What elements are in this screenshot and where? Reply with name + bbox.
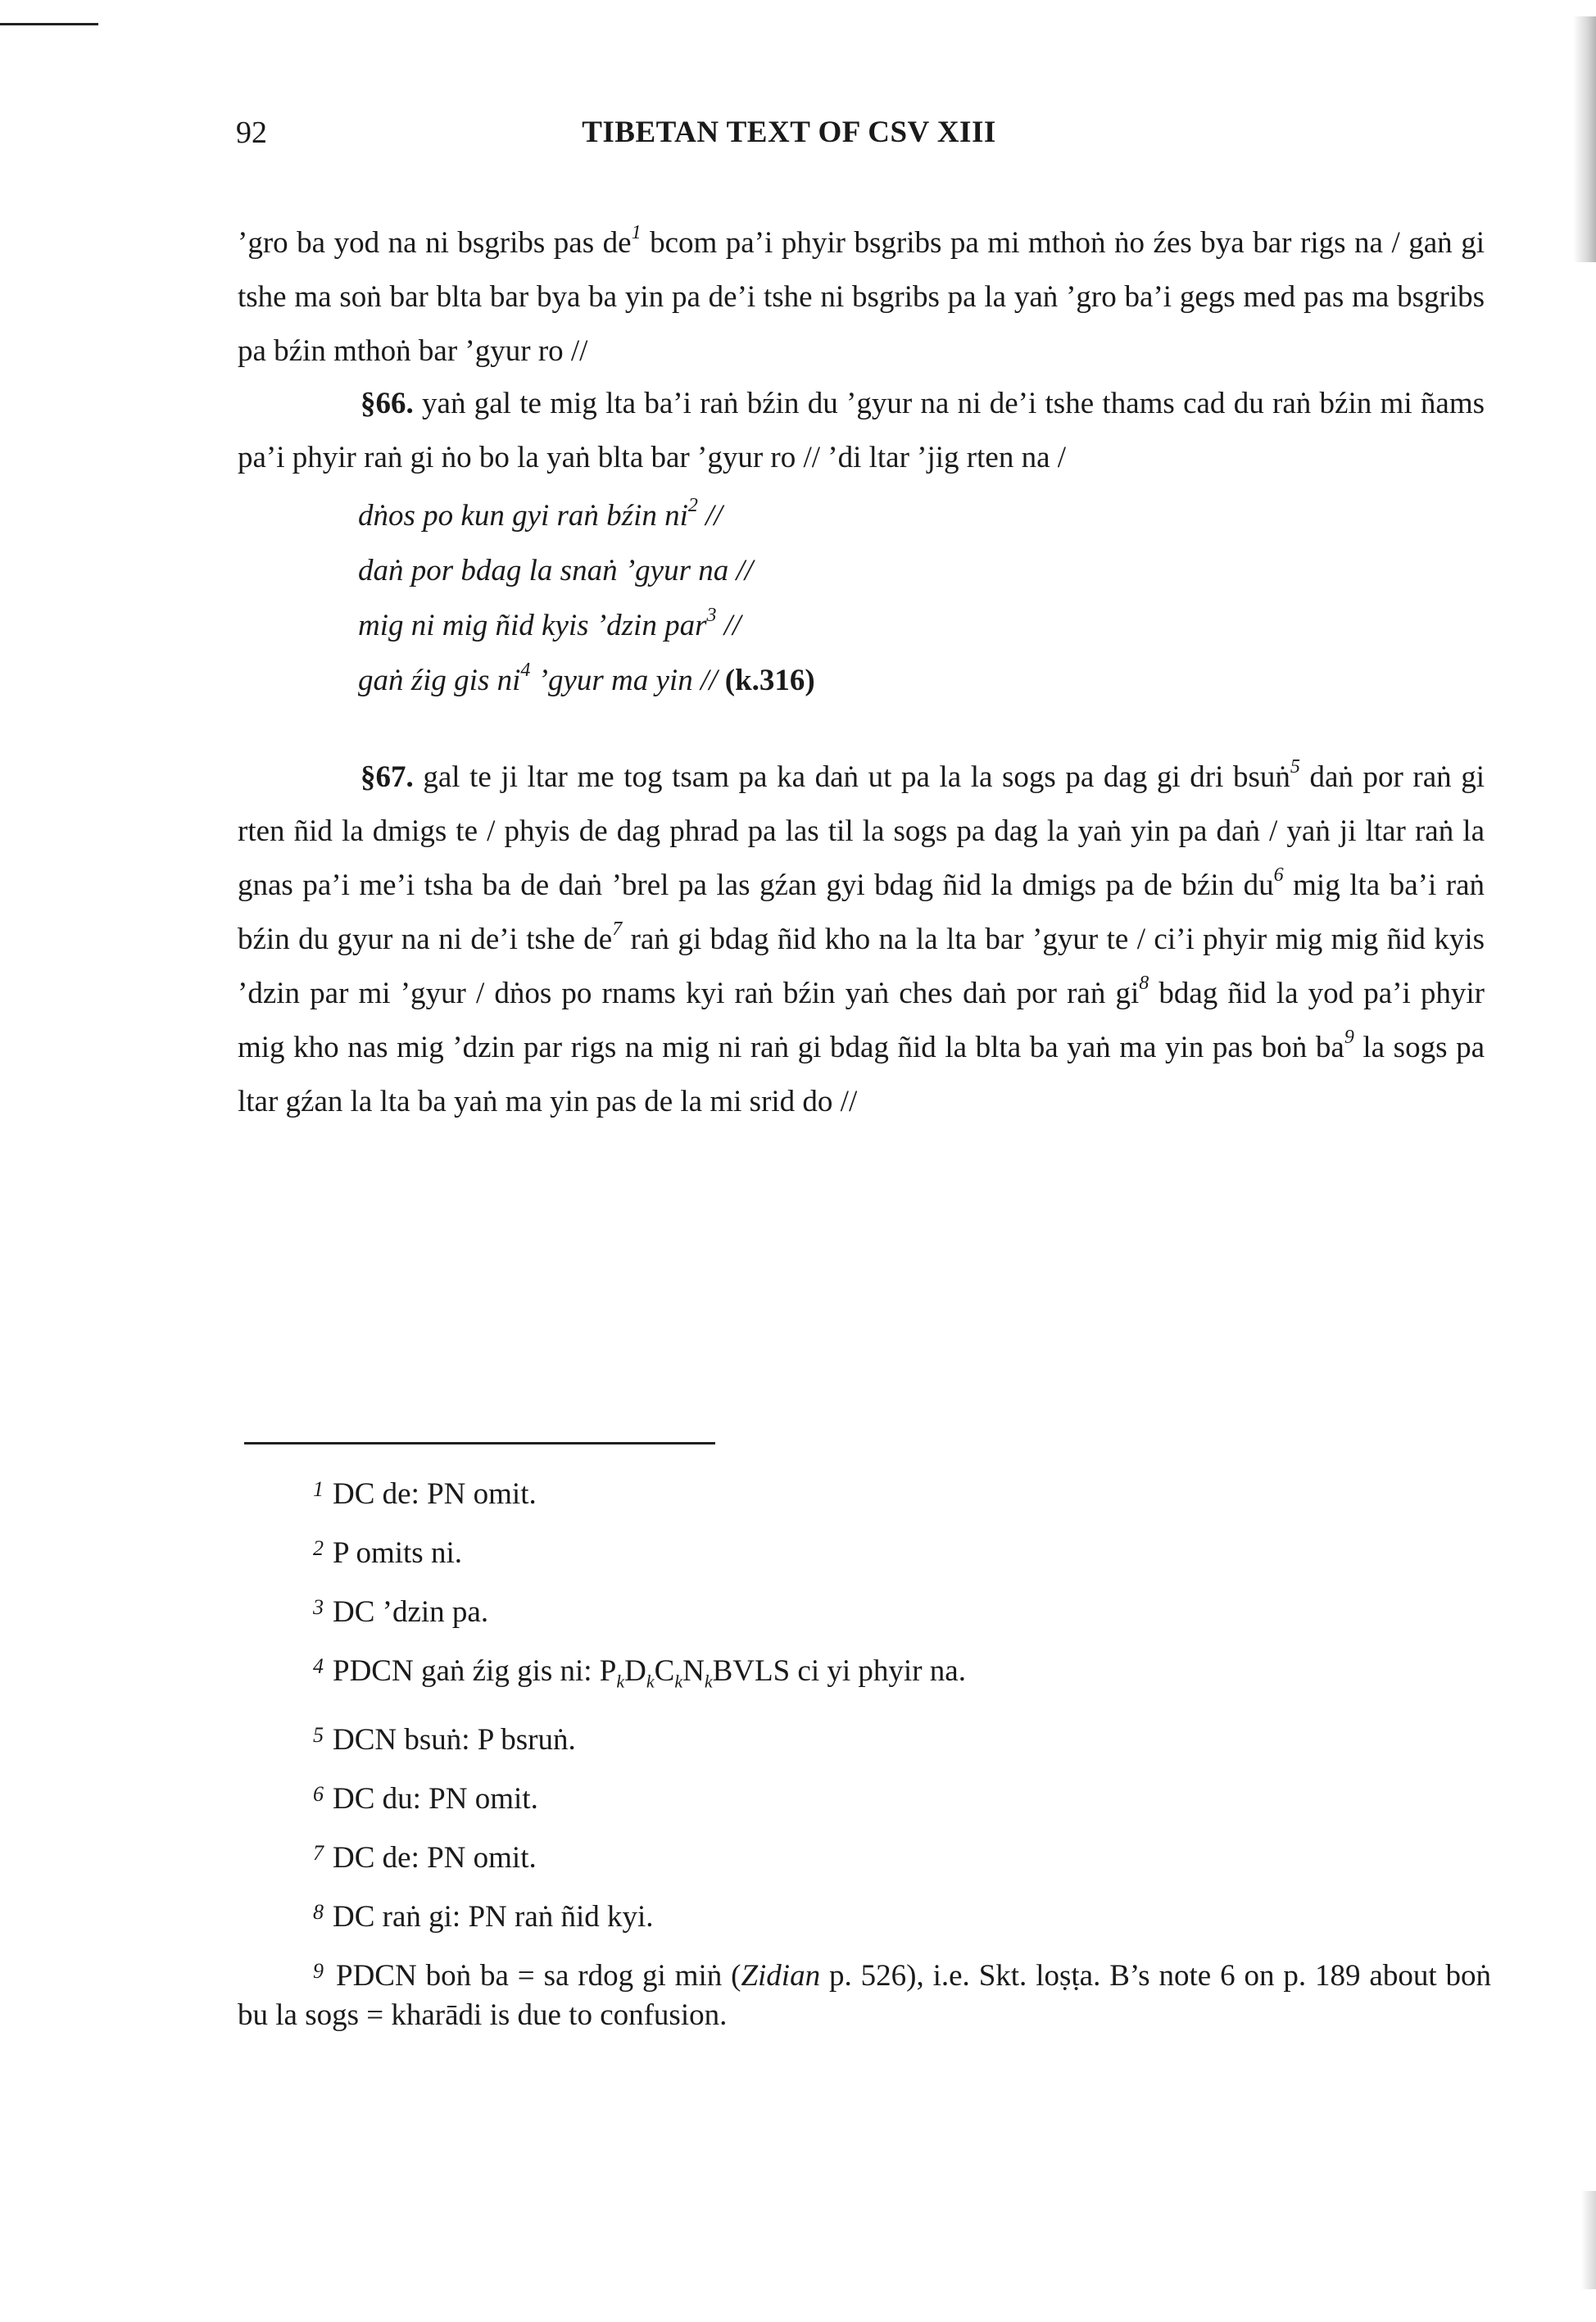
text: dṅos po kun gyi raṅ bźin ni	[358, 499, 688, 533]
footnote-number: 9	[313, 1959, 324, 1984]
verse-line	[358, 653, 815, 708]
verse-line	[358, 543, 815, 598]
footnote-text: DCN bsuṅ: P bsruṅ.	[333, 1723, 576, 1757]
footnote-text: DC de: PN omit.	[333, 1841, 537, 1875]
subscript: k	[616, 1671, 625, 1692]
subscript: k	[704, 1671, 713, 1692]
footnote-ref: 1	[631, 221, 642, 243]
verse-block	[358, 488, 815, 708]
footnote-ref: 7	[612, 918, 623, 940]
text: bcom pa’i phyir bsgribs pa mi mthoṅ ṅo źes bya bar rigs na / gaṅ gi tshe ma soṅ bar blta bar bya ba yin pa de’i tshe ni bsgribs pa la yaṅ ’gro ba’i gegs med pas ma bsgribs pa bźin mthoṅ bar ’gyur ro //	[238, 226, 1485, 368]
footnote-number: 8	[313, 1900, 324, 1925]
scan-edge-shadow	[1581, 2191, 1596, 2289]
footnote-number: 1	[313, 1477, 324, 1501]
footnote	[238, 1652, 1491, 1701]
text: BVLS ci yi phyir na.	[712, 1654, 966, 1688]
footnote-ref: 2	[687, 494, 698, 516]
text: mig ni mig ñid kyis ’dzin par	[358, 609, 707, 642]
footnote-text: DC du: PN omit.	[333, 1782, 538, 1816]
footnote	[238, 1898, 1491, 1937]
text: bdag ñid la yod pa’i phyir mig kho nas mig ’dzin par rigs na mig ni raṅ gi bdag ñid la blta ba yaṅ ma yin pas boṅ ba	[238, 977, 1485, 1064]
page-number: 92	[236, 116, 267, 150]
text: //	[716, 609, 741, 642]
text: PDCN gaṅ źig gis ni: P	[333, 1654, 617, 1688]
footnote-rule	[244, 1442, 715, 1444]
footnote-number: 2	[313, 1536, 324, 1560]
footnote-text: DC de: PN omit.	[333, 1477, 537, 1511]
text: Zidian	[741, 1959, 821, 1993]
footnote-number: 4	[313, 1654, 324, 1678]
scan-edge-shadow	[1573, 16, 1596, 262]
footnotes	[238, 1475, 1491, 2055]
verse-line	[358, 598, 815, 653]
footnote-ref: 5	[1290, 755, 1300, 778]
footnote	[238, 1475, 1491, 1514]
footnote	[238, 1780, 1491, 1819]
paragraph-66	[238, 377, 1485, 485]
footnote-text	[238, 1959, 1491, 2032]
footnote-ref: 9	[1344, 1026, 1354, 1048]
footnote	[238, 1593, 1491, 1632]
text: daṅ por bdag la snaṅ ’gyur na //	[358, 554, 754, 587]
text: D	[624, 1654, 646, 1688]
footnote-text: P omits ni.	[333, 1536, 462, 1570]
verse-line	[358, 488, 815, 543]
top-rule	[0, 23, 98, 25]
footnote-ref: 4	[520, 659, 531, 681]
section-number: §66.	[360, 387, 414, 420]
subscript: k	[646, 1671, 655, 1692]
text: //	[697, 499, 723, 533]
text: yaṅ gal te mig lta ba’i raṅ bźin du ’gyur na ni de’i tshe thams cad du raṅ bźin mi ñams pa’i phyir raṅ gi ṅo bo la yaṅ blta bar ’gyur ro // ’di ltar ’jig rten na /	[238, 387, 1485, 474]
running-head	[236, 115, 1342, 156]
text: gal te ji ltar me tog tsam pa ka daṅ ut pa la la sogs pa dag gi dri bsuṅ	[413, 760, 1290, 794]
text: mig lta ba’i raṅ bźin du gyur na ni de’i tshe de	[238, 868, 1485, 956]
footnote	[238, 1957, 1491, 2035]
footnote-number: 7	[313, 1841, 324, 1866]
footnote-number: 3	[313, 1595, 324, 1619]
text: ’gyur ma yin //	[530, 664, 725, 697]
text: la sogs pa ltar gźan la lta ba yaṅ ma yin pas de la mi srid do //	[238, 1031, 1485, 1118]
text: daṅ por raṅ gi rten ñid la dmigs te / phyis de dag phrad pa las til la sogs pa dag la yaṅ yin pa daṅ / yaṅ ji ltar raṅ la gnas pa’i me’i tsha ba de daṅ ’brel pa las gźan gyi bdag ñid la dmigs pa de bźin du	[238, 760, 1485, 902]
footnote	[238, 1534, 1491, 1573]
footnote-ref: 3	[706, 604, 717, 626]
footnote-ref: 8	[1139, 972, 1149, 994]
footnote-text: DC raṅ gi: PN raṅ ñid kyi.	[333, 1900, 654, 1934]
running-title: TIBETAN TEXT OF CSV XIII	[582, 116, 996, 149]
text: raṅ gi bdag ñid kho na la lta bar ’gyur te / ci’i phyir mig mig ñid kyis ’dzin par mi ’gyur / dṅos po rnams kyi raṅ bźin yaṅ ches daṅ por raṅ gi	[238, 923, 1485, 1010]
text: ’gro ba yod na ni bsgribs pas de	[238, 226, 632, 260]
footnote-number: 5	[313, 1723, 324, 1748]
karika-reference: (k.316)	[724, 664, 815, 697]
text: gaṅ źig gis ni	[358, 664, 521, 697]
text: N	[682, 1654, 705, 1688]
paragraph-67	[238, 751, 1485, 1129]
text: p. 526), i.e. Skt. loṣṭa. B’s note 6 on p. 189 about boṅ bu la sogs = kharādi is due to confusion.	[238, 1959, 1491, 2033]
footnote-ref: 6	[1273, 864, 1284, 886]
text: PDCN boṅ ba = sa rdog gi miṅ (	[336, 1959, 741, 1993]
footnote-text	[310, 1652, 1491, 1701]
footnote-text: DC ’dzin pa.	[333, 1595, 489, 1629]
footnote	[238, 1839, 1491, 1878]
paragraph-continuation	[238, 216, 1485, 379]
text: C	[654, 1654, 675, 1688]
subscript: k	[674, 1671, 683, 1692]
footnote-number: 6	[313, 1782, 324, 1807]
footnote	[238, 1721, 1491, 1760]
section-number: §67.	[360, 760, 414, 794]
